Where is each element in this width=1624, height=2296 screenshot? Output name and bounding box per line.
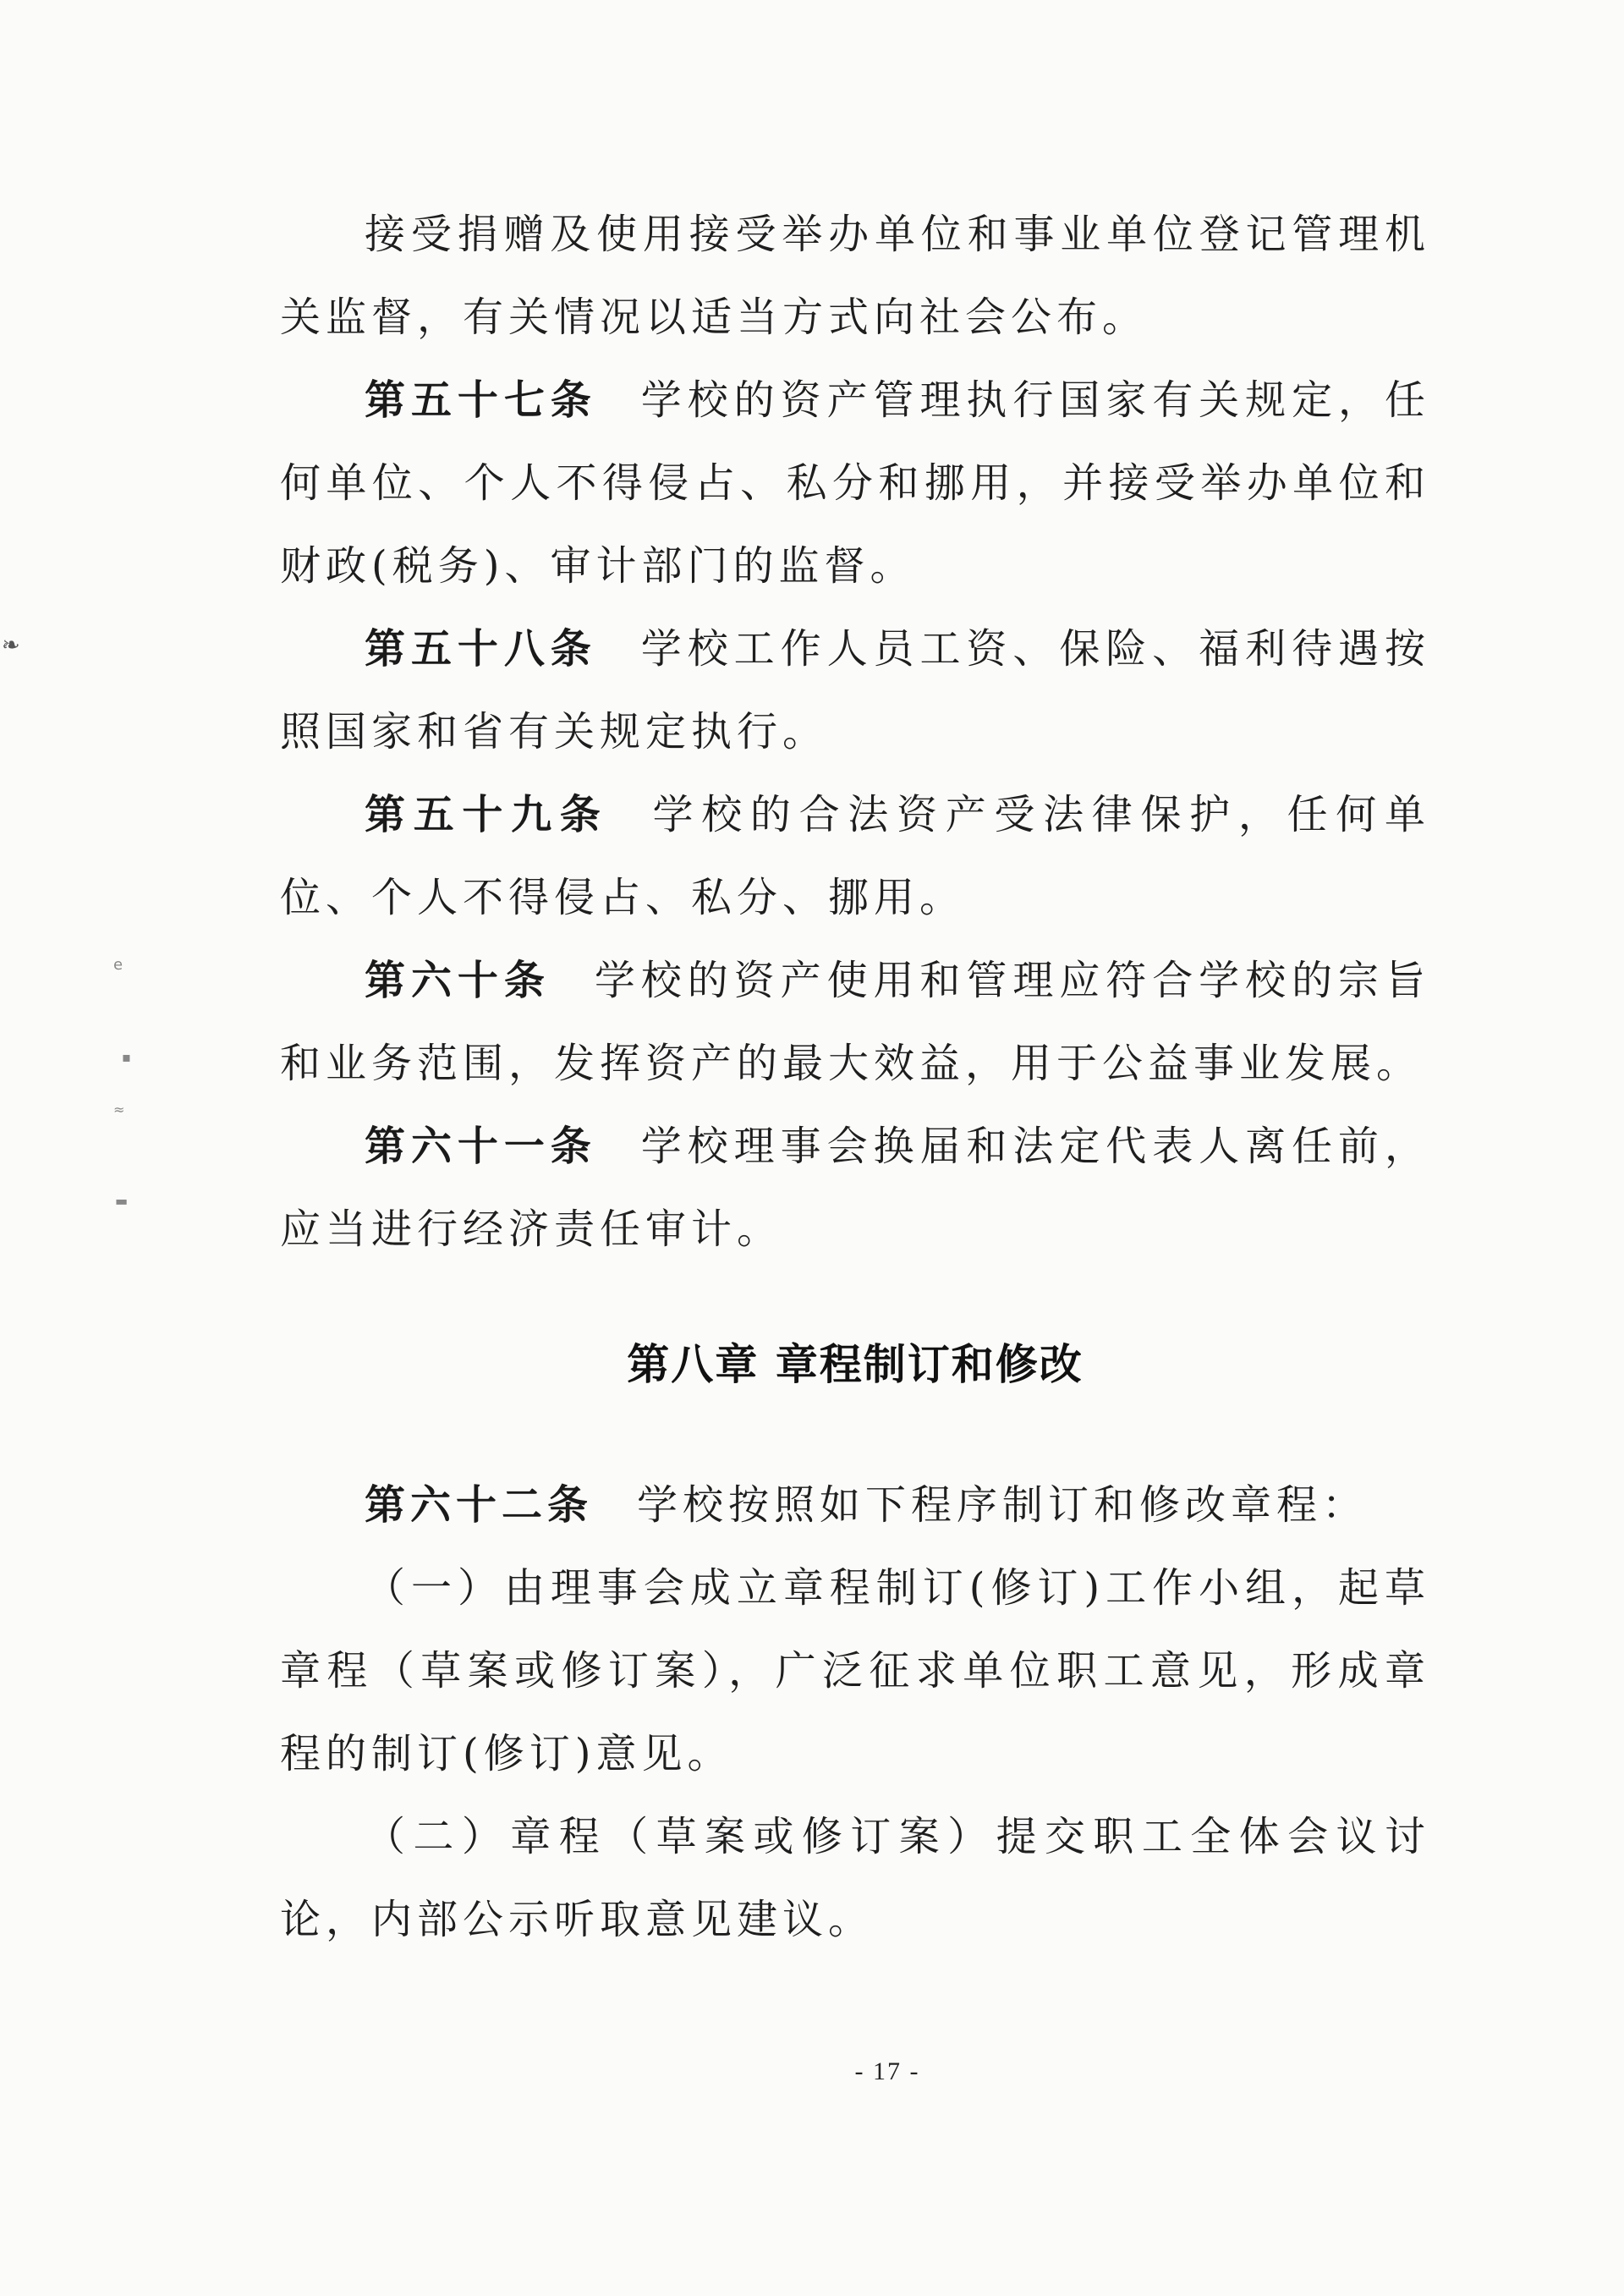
scan-speck: ▬ — [115, 1193, 129, 1209]
paragraph-continuation — [280, 193, 1430, 359]
article-60 — [280, 939, 1430, 1105]
article-61 — [280, 1105, 1430, 1271]
article-number: 第五十九条 — [365, 791, 609, 838]
article-number: 第五十七条 — [365, 376, 597, 424]
article-57 — [280, 359, 1430, 607]
chapter-title: 第八章 章程制订和修改 — [627, 1340, 1084, 1389]
article-text: 学校工作人员工资、保险、福利待遇按照国家和省有关规定执行。 — [280, 625, 1430, 755]
procedure-text: （二）章程（草案或修订案）提交职工全体会议讨论，内部公示听取意见建议。 — [280, 1813, 1430, 1943]
article-number: 第六十一条 — [365, 1123, 597, 1170]
article-number: 第六十条 — [365, 957, 551, 1004]
article-58 — [280, 607, 1430, 773]
procedure-item-1 — [280, 1546, 1430, 1795]
article-59 — [280, 773, 1430, 939]
scan-speck: e — [113, 956, 123, 974]
article-number: 第五十八条 — [365, 625, 597, 673]
article-62 — [280, 1464, 1430, 1546]
procedure-text: （一）由理事会成立章程制订(修订)工作小组，起草章程（草案或修订案），广泛征求单位职工意见，形成章程的制订(修订)意见。 — [280, 1564, 1430, 1777]
article-text: 学校按照如下程序制订和修改章程： — [637, 1481, 1369, 1529]
scan-speck: ▪ — [122, 1049, 131, 1065]
page-number: - 17 - — [854, 2057, 920, 2085]
document-body — [280, 193, 1430, 1961]
article-text: 学校的合法资产受法律保护，任何单位、个人不得侵占、私分、挪用。 — [280, 791, 1430, 921]
article-number: 第六十二条 — [365, 1481, 594, 1529]
scan-speck: ≈ — [113, 1101, 125, 1118]
procedure-item-2 — [280, 1795, 1430, 1961]
scan-speck: ❧ — [2, 633, 20, 658]
article-text: 学校理事会换届和法定代表人离任前，应当进行经济责任审计。 — [280, 1123, 1430, 1253]
article-text: 学校的资产管理执行国家有关规定，任何单位、个人不得侵占、私分和挪用，并接受举办单位和财政(税务)、审计部门的监督。 — [280, 376, 1430, 590]
article-text: 学校的资产使用和管理应符合学校的宗旨和业务范围，发挥资产的最大效益，用于公益事业发展。 — [280, 957, 1430, 1087]
paragraph-text: 接受捐赠及使用接受举办单位和事业单位登记管理机关监督，有关情况以适当方式向社会公布。 — [280, 211, 1430, 341]
